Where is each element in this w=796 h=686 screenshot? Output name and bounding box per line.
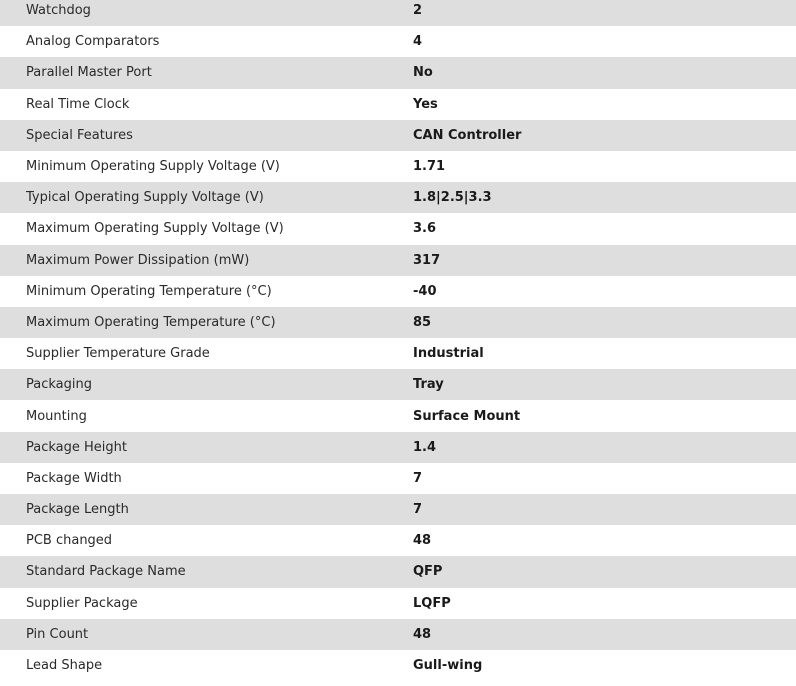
spec-row: [0, 57, 796, 88]
spec-value: Tray: [413, 377, 444, 393]
spec-label: Maximum Power Dissipation (mW): [26, 252, 250, 268]
spec-value: 1.4: [413, 439, 437, 455]
spec-label: Minimum Operating Temperature (°C): [26, 283, 272, 299]
spec-value: 317: [413, 252, 441, 268]
spec-row: [0, 120, 796, 151]
spec-row: [0, 650, 796, 681]
spec-label: Lead Shape: [26, 658, 103, 674]
spec-label: Special Features: [26, 127, 133, 143]
spec-value: 1.71: [413, 159, 446, 175]
spec-row: [0, 619, 796, 650]
spec-label: PCB changed: [26, 533, 113, 549]
spec-label: Real Time Clock: [26, 96, 130, 112]
spec-label: Maximum Operating Temperature (°C): [26, 314, 276, 330]
spec-label: Packaging: [26, 377, 92, 393]
spec-label: Pin Count: [26, 626, 89, 642]
spec-value: 7: [413, 502, 423, 518]
spec-label: Supplier Temperature Grade: [26, 346, 210, 362]
spec-row: [0, 369, 796, 400]
spec-value: 48: [413, 533, 432, 549]
spec-label: Minimum Operating Supply Voltage (V): [26, 159, 280, 175]
spec-label: Maximum Operating Supply Voltage (V): [26, 221, 284, 237]
spec-row: [0, 0, 796, 26]
spec-label: Watchdog: [26, 3, 91, 19]
spec-row: [0, 213, 796, 244]
spec-label: Standard Package Name: [26, 564, 186, 580]
spec-label: Parallel Master Port: [26, 65, 152, 81]
spec-row: [0, 151, 796, 182]
spec-value: LQFP: [413, 595, 451, 611]
spec-row: [0, 588, 796, 619]
spec-row: [0, 525, 796, 556]
spec-value: CAN Controller: [413, 127, 522, 143]
spec-value: 3.6: [413, 221, 437, 237]
spec-row: [0, 463, 796, 494]
spec-row: [0, 432, 796, 463]
spec-row: [0, 338, 796, 369]
spec-label: Supplier Package: [26, 595, 138, 611]
spec-row: [0, 400, 796, 431]
spec-label: Mounting: [26, 408, 87, 424]
spec-row: [0, 494, 796, 525]
spec-value: 85: [413, 314, 432, 330]
spec-label: Typical Operating Supply Voltage (V): [26, 190, 264, 206]
spec-value: 7: [413, 470, 423, 486]
spec-value: Yes: [413, 96, 438, 112]
spec-row: [0, 556, 796, 587]
spec-row: [0, 245, 796, 276]
spec-row: [0, 276, 796, 307]
spec-value: Surface Mount: [413, 408, 521, 424]
spec-row: [0, 182, 796, 213]
spec-value: No: [413, 65, 433, 81]
spec-value: 48: [413, 626, 432, 642]
spec-label: Analog Comparators: [26, 34, 160, 50]
spec-row: [0, 26, 796, 57]
spec-row: [0, 89, 796, 120]
spec-value: -40: [413, 283, 437, 299]
spec-value: 1.8|2.5|3.3: [413, 190, 492, 206]
spec-label: Package Height: [26, 439, 127, 455]
spec-value: Gull-wing: [413, 658, 483, 674]
spec-value: 4: [413, 34, 423, 50]
spec-label: Package Width: [26, 470, 122, 486]
spec-value: Industrial: [413, 346, 484, 362]
spec-label: Package Length: [26, 502, 129, 518]
spec-value: QFP: [413, 564, 443, 580]
spec-row: [0, 307, 796, 338]
spec-value: 2: [413, 3, 423, 19]
